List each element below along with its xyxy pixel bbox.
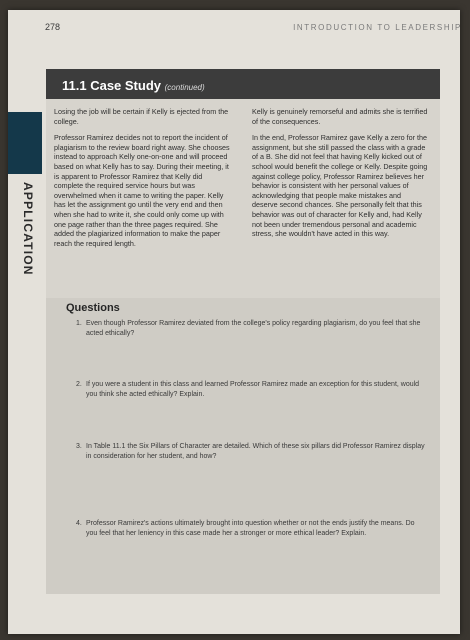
question-item	[76, 442, 426, 461]
question-item	[76, 519, 426, 538]
case-paragraph: Professor Ramirez decides not to report the incident of plagiarism to the review board right away. She chooses instead to approach Kelly one-on-one and will proceed based on what Kelly has to say. During their meeting, it is apparent to Professor Ramirez that Kelly did complete the required service hours but was overwhelmed when it came to writing the paper. Kelly has let the assignment go until the very end and then when she had to write it, she could only come up with one page rather than the three pages required. She added the plagiarized information to make the paper reach the required length.	[54, 133, 230, 248]
case-paragraph: Losing the job will be certain if Kelly is ejected from the college.	[54, 107, 229, 126]
question-text: If you were a student in this class and learned Professor Ramirez made an exception for this student, would you think she acted ethically? Explain.	[86, 381, 420, 398]
question-number: 2.	[76, 381, 82, 388]
side-tab-marker	[8, 112, 42, 174]
question-item	[76, 319, 426, 338]
question-text: Even though Professor Ramirez deviated from the college's policy regarding plagiarism, do you feel that she acted ethically?	[86, 320, 421, 337]
running-head: INTRODUCTION TO LEADERSHIP	[293, 23, 462, 32]
question-number: 1.	[76, 320, 82, 327]
question-text: In Table 11.1 the Six Pillars of Character are detailed. Which of these six pillars did Professor Ramirez display in consideration for her student, and how?	[86, 443, 425, 460]
side-label-application: APPLICATION	[21, 182, 35, 276]
questions-heading: Questions	[66, 302, 120, 314]
case-paragraph: In the end, Professor Ramirez gave Kelly a zero for the assignment, but she still passed the class with a grade of a B. She did not feel that having Kelly kicked out of school would benefit the college or Kelly. Despite going against college policy, Professor Ramirez believes her behavior is consistent with her personal values of acknowledging that people make mistakes and deserve second chances. She personally felt that this behavior was out of character for Kelly and, had Kelly not been under tremendous personal and academic stress, she wouldn't have acted in this way.	[252, 133, 428, 239]
case-study-title-suffix: (continued)	[164, 83, 205, 92]
case-left-column	[54, 107, 230, 255]
question-number: 4.	[76, 520, 82, 527]
case-study-title-text: 11.1 Case Study	[62, 78, 161, 93]
question-text: Professor Ramirez's actions ultimately brought into question whether or not the ends justify the means. Do you feel that her leniency in this case made her a stronger or more ethical leader? Explain.	[86, 520, 415, 537]
case-right-column	[252, 107, 428, 246]
question-item	[76, 380, 426, 399]
question-number: 3.	[76, 443, 82, 450]
case-study-title	[62, 78, 205, 93]
page-number: 278	[45, 22, 61, 32]
case-paragraph: Kelly is genuinely remorseful and admits she is terrified of the consequences.	[252, 107, 428, 126]
